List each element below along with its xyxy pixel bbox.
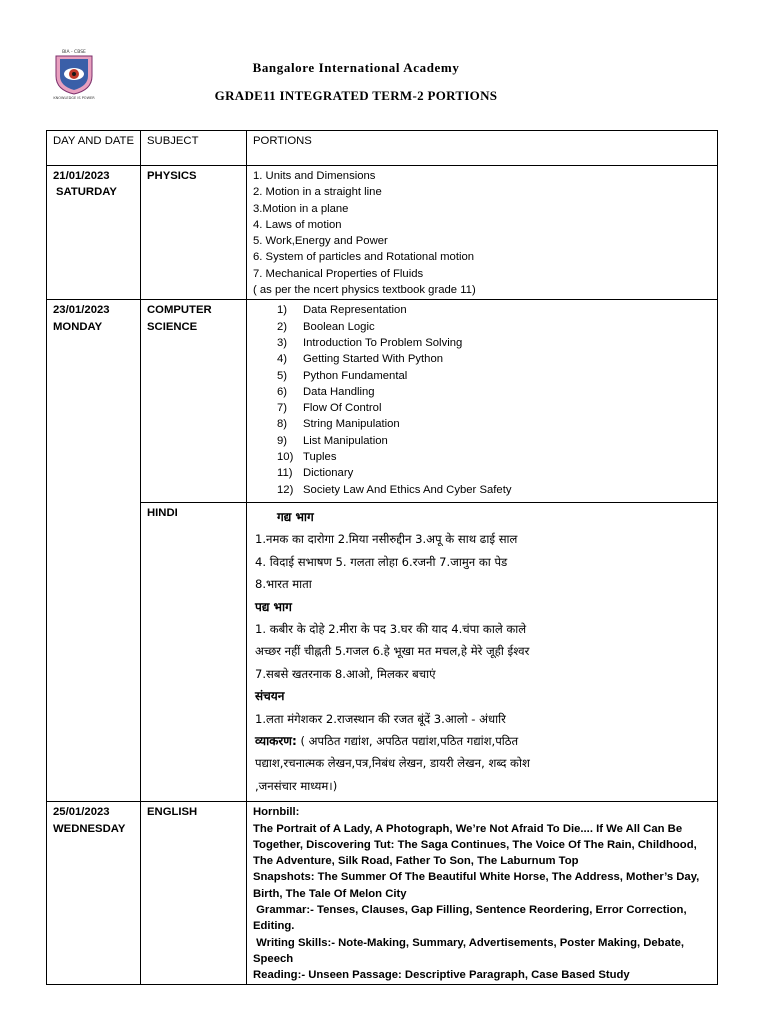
list-item: पद्याश,रचनात्मक लेखन,पत्र,निबंध लेखन, डायरी लेखन, शब्द कोश <box>255 756 530 771</box>
list-item <box>277 482 711 498</box>
list-item <box>277 368 711 384</box>
item-text: ( अपठित गद्यांश, अपठित पद्यांश,पठित गद्यांश,पठित <box>296 734 519 748</box>
column-header-day-date: DAY AND DATE <box>47 131 141 166</box>
item-number: 7) <box>277 402 288 415</box>
subject-line: SCIENCE <box>147 320 198 333</box>
list-item <box>277 319 711 335</box>
list-item: अच्छर नहीं चीह्नती 5.गजल 6.हे भूखा मत मचल,हे मेरे जूही ईश्वर <box>255 644 530 659</box>
item-text: Society Law And Ethics And Cyber Safety <box>303 483 512 496</box>
list-item <box>255 730 711 752</box>
item-number: 11) <box>277 467 293 480</box>
section-heading: संचयन <box>255 689 285 704</box>
portions-cell-physics <box>247 166 718 300</box>
portions-table <box>46 130 718 985</box>
section-heading: व्याकरण: <box>255 734 297 748</box>
list-item: 6. System of particles and Rotational motion <box>253 251 475 264</box>
list-item: 7.सबसे खतरनाक 8.आओ, मिलकर बचाएं <box>255 666 436 681</box>
subject-cell <box>141 300 247 503</box>
item-number: 3) <box>277 336 288 349</box>
list-item <box>277 400 711 416</box>
subject-cell: HINDI <box>141 502 247 801</box>
day: SATURDAY <box>56 186 117 199</box>
item-number: 1) <box>277 304 288 317</box>
list-item: 3.Motion in a plane <box>253 202 349 215</box>
subject-line: COMPUTER <box>147 304 212 317</box>
document-title: GRADE11 INTEGRATED TERM-2 PORTIONS <box>214 88 498 103</box>
subject-cell: ENGLISH <box>141 802 247 985</box>
list-item: 1.नमक का दारोगा 2.मिया नसीरुद्दीन 3.अपू के साथ ढाई साल <box>255 532 518 547</box>
section-heading: गद्य भाग <box>277 509 314 524</box>
portions-cell-english <box>247 802 718 985</box>
item-number: 2) <box>277 320 288 333</box>
list-item <box>277 335 711 351</box>
item-text: Data Handling <box>303 385 375 398</box>
date: 21/01/2023 <box>53 170 110 182</box>
table-row-computer-science <box>47 300 718 503</box>
column-header-portions: PORTIONS <box>247 131 718 166</box>
list-item <box>277 302 711 318</box>
list-item: 4. विदाई सभाषण 5. गलता लोहा 6.रजनी 7.जामुन का पेड <box>255 554 508 569</box>
item-number: 5) <box>277 369 288 382</box>
list-item: 8.भारत माता <box>255 577 312 592</box>
item-text: String Manipulation <box>303 418 400 431</box>
list-item: Reading:- Unseen Passage: Descriptive Paragraph, Case Based Study <box>253 969 630 982</box>
date-cell <box>47 300 141 802</box>
list-item: 1. कबीर के दोहे 2.मीरा के पद 3.घर की याद 4.चंपा काले काले <box>255 621 527 636</box>
item-number: 4) <box>277 353 288 366</box>
item-text: Tuples <box>303 451 337 464</box>
list-item: 1.लता मंगेशकर 2.राजस्थान की रजत बूंदें 3.आलो - अंधारि <box>255 711 506 726</box>
item-text: Dictionary <box>303 467 354 480</box>
item-text: Getting Started With Python <box>303 353 444 366</box>
day: WEDNESDAY <box>53 822 126 835</box>
table-header-row <box>47 131 718 166</box>
item-number: 10) <box>277 451 294 464</box>
subject-cell: PHYSICS <box>141 166 247 300</box>
item-number: 12) <box>277 483 294 496</box>
item-text: Introduction To Problem Solving <box>303 336 463 349</box>
item-number: 9) <box>277 434 288 447</box>
list-item <box>277 465 711 481</box>
list-item <box>277 416 711 432</box>
list-item <box>277 384 711 400</box>
list-item: The Portrait of A Lady, A Photograph, We’re Not Afraid To Die.... If We All Can Be Together, Discovering Tut: The Saga Continues, The Voice Of The Rain, Childhood, The Adventure, Silk Road, Father To Son, The Laburnum Top <box>253 822 697 868</box>
school-name: Bangalore International Academy <box>252 60 460 75</box>
table-row-english <box>47 802 718 985</box>
day: MONDAY <box>53 320 103 333</box>
list-item <box>277 449 711 465</box>
logo-tagline: KNOWLEDGE IS POWER <box>53 96 95 100</box>
item-number: 6) <box>277 385 288 398</box>
table-row-hindi <box>47 502 718 801</box>
item-text: Data Representation <box>303 304 407 317</box>
item-text: Python Fundamental <box>303 369 408 382</box>
list-item: ,जनसंचार माध्यम।) <box>255 778 338 793</box>
section-heading: Hornbill: <box>253 806 300 819</box>
item-number: 8) <box>277 418 288 431</box>
list-item: Snapshots: The Summer Of The Beautiful White Horse, The Address, Mother’s Day, Birth, The Tale Of Melon City <box>253 871 700 900</box>
list-item: Grammar:- Tenses, Clauses, Gap Filling, Sentence Reordering, Error Correction, Editing. <box>253 904 690 933</box>
date-cell <box>47 802 141 985</box>
date-cell <box>47 166 141 300</box>
portions-cell-cs <box>247 300 718 503</box>
list-item: 2. Motion in a straight line <box>253 186 382 199</box>
date: 23/01/2023 <box>53 304 110 317</box>
list-item: 1. Units and Dimensions <box>253 170 376 182</box>
list-item: Writing Skills:- Note-Making, Summary, Advertisements, Poster Making, Debate, Speech <box>253 936 688 965</box>
logo-text: BIA - CBSE <box>62 50 86 55</box>
date: 25/01/2023 <box>53 806 110 819</box>
list-item: ( as per the ncert physics textbook grade 11) <box>253 284 476 297</box>
list-item: 5. Work,Energy and Power <box>253 235 388 248</box>
list-item: 7. Mechanical Properties of Fluids <box>253 267 424 280</box>
list-item <box>277 433 711 449</box>
item-text: Boolean Logic <box>303 320 375 333</box>
portions-cell-hindi <box>247 502 718 801</box>
list-item: 4. Laws of motion <box>253 218 342 231</box>
column-header-subject: SUBJECT <box>141 131 247 166</box>
section-heading: पद्य भाग <box>255 599 292 614</box>
item-text: Flow Of Control <box>303 402 382 415</box>
table-row-physics <box>47 166 718 300</box>
item-text: List Manipulation <box>303 434 388 447</box>
list-item <box>277 351 711 367</box>
